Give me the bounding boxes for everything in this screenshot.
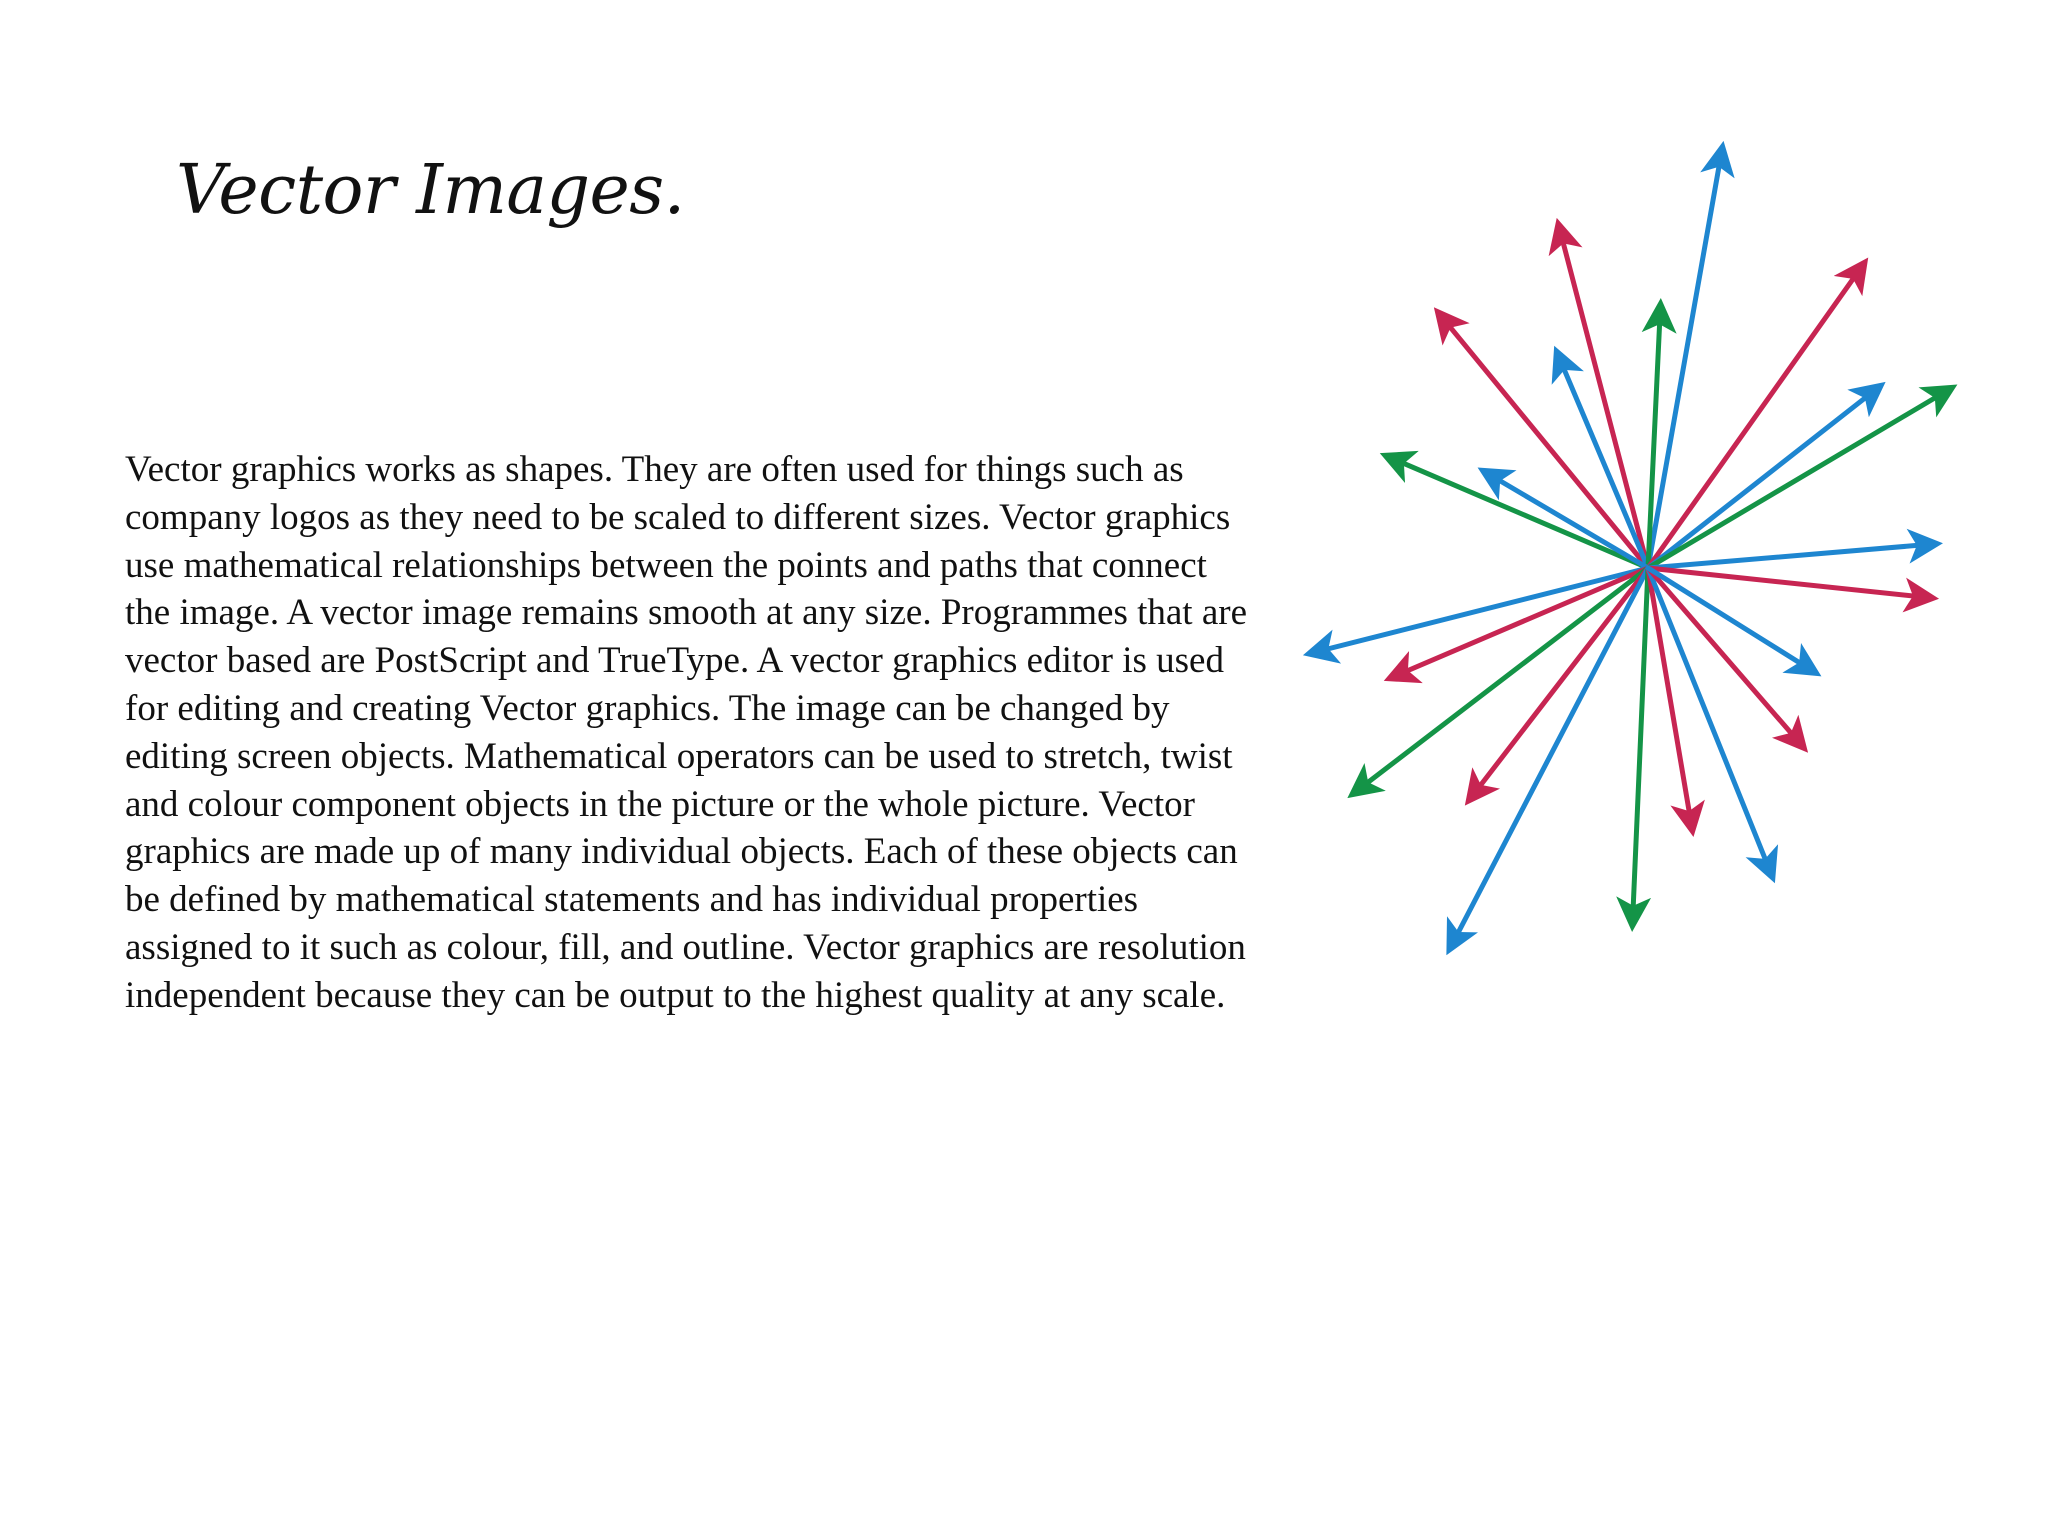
- blue-arrow-20: [1648, 568, 1772, 877]
- blue-arrow-12: [1484, 471, 1648, 568]
- blue-arrow-9: [1648, 544, 1936, 568]
- blue-arrow-17: [1450, 568, 1648, 949]
- red-arrow-6: [1648, 263, 1864, 568]
- arrow-group: [1310, 148, 1952, 949]
- slide-title: Vector Images.: [176, 151, 685, 230]
- body-text: Vector graphics works as shapes. They are often used for things such as company logos as they need to be scaled to different sizes. Vector graphics use mathematical relationships between the points and paths that connect the image. A vector image remains smooth at any size. Programmes that are vector based are PostScript and TrueType. A vector graphics editor is used for editing and creating Vector graphics. The image can be changed by editing screen objects. Mathematical operators can be used to stretch, twist and colour component objects in the picture or the whole picture. Vector graphics are made up of many individual objects. Each of these objects can be defined by mathematical statements and has individual properties assigned to it such as colour, fill, and outline. Vector graphics are resolution independent because they can be output to the highest quality at any scale.: [125, 449, 1247, 1016]
- starburst-arrows-illustration: [1276, 120, 1976, 980]
- blue-arrow-7: [1648, 386, 1880, 568]
- green-arrow-18: [1632, 568, 1648, 925]
- green-arrow-8: [1648, 388, 1951, 568]
- red-arrow-19: [1648, 568, 1692, 830]
